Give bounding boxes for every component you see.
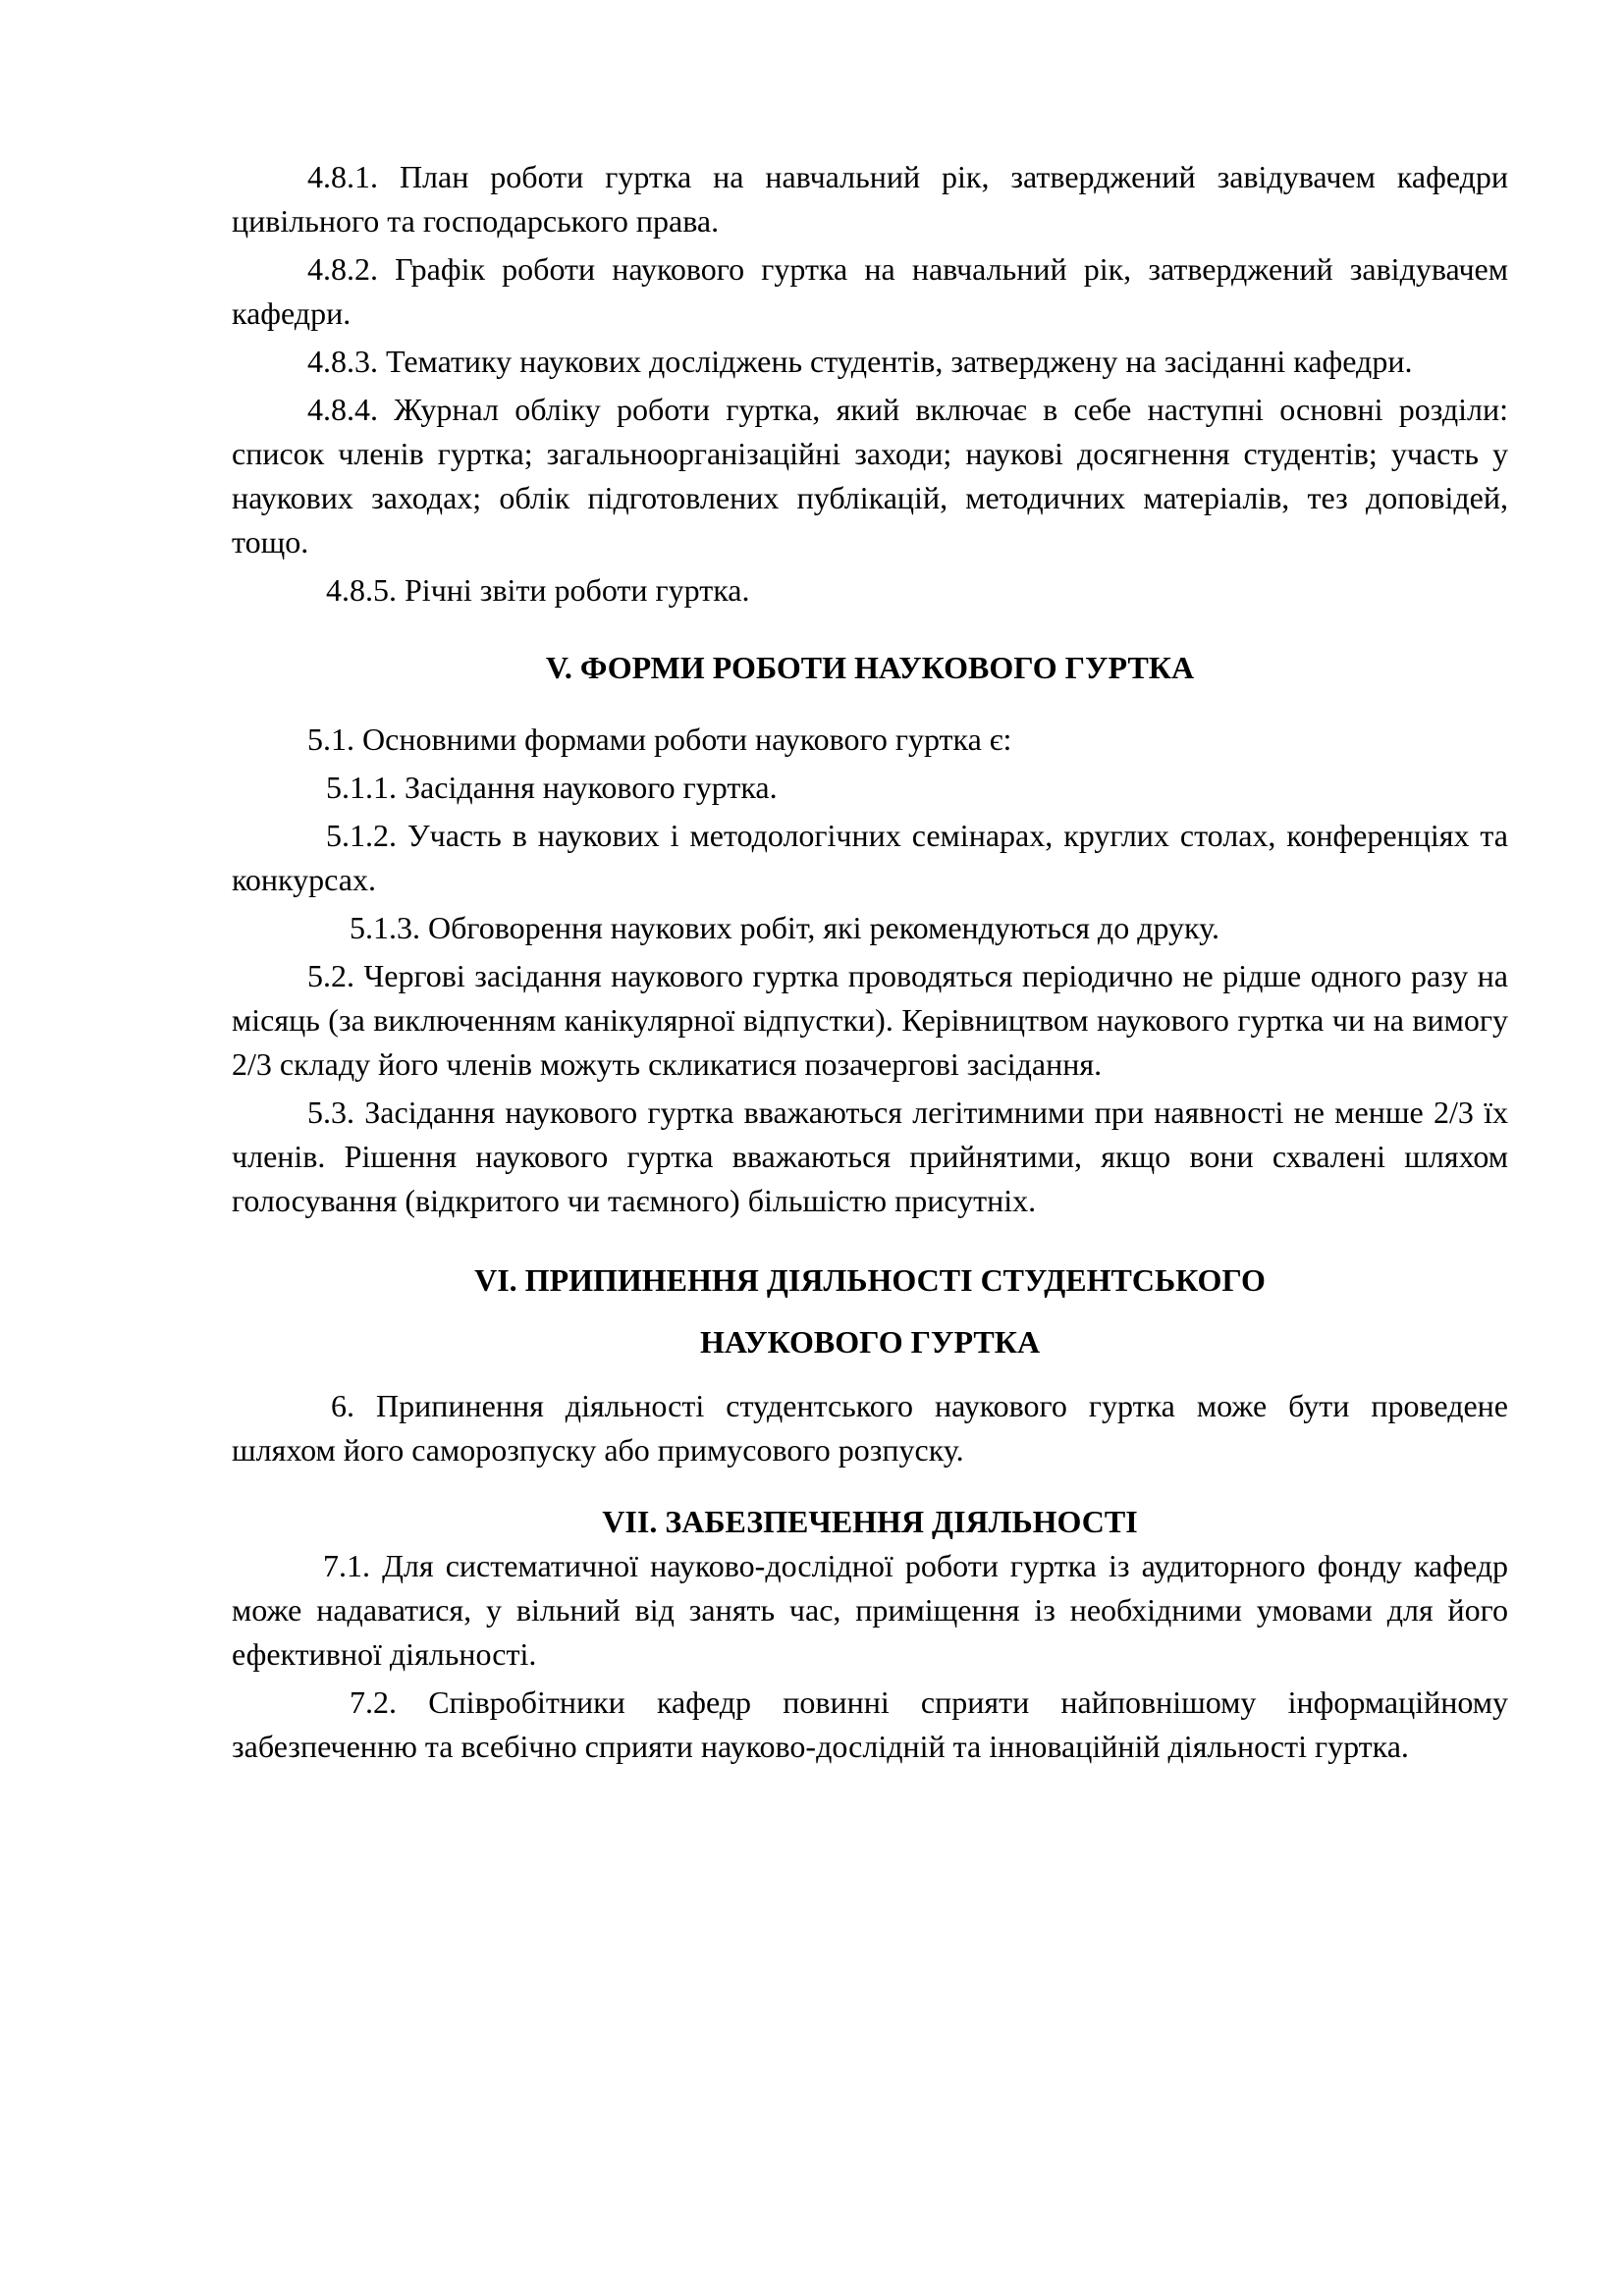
paragraph-4-8-4: 4.8.4. Журнал обліку роботи гуртка, який включає в себе наступні основні розділи: список членів гуртка; загальноорганізаційні заходи; наукові досягнення студентів; участь у наукових заходах; облік підготовлених публікацій, методичних матеріалів, тез доповідей, тощо.: [232, 392, 1508, 560]
paragraph-5-1-1: 5.1.1. Засідання наукового гуртка.: [326, 770, 778, 805]
section-6-heading-line2: НАУКОВОГО ГУРТКА: [699, 1324, 1041, 1360]
paragraph-5-2: 5.2. Чергові засідання наукового гуртка проводяться періодично не рідше одного разу на місяць (за виключенням канікулярної відпустки). Керівництвом наукового гуртка чи на вимогу 2/3 складу його членів можуть скликатися позачергові засідання.: [232, 958, 1508, 1082]
paragraph-5-1-2: 5.1.2. Участь в наукових і методологічних семінарах, круглих столах, конференціях та конкурсах.: [232, 818, 1508, 897]
paragraph-4-8-1: 4.8.1. План роботи гуртка на навчальний рік, затверджений завідувачем кафедри цивільного та господарського права.: [232, 159, 1508, 239]
section-7-heading: VII. ЗАБЕЗПЕЧЕННЯ ДІЯЛЬНОСТІ: [602, 1504, 1138, 1539]
paragraph-5-3: 5.3. Засідання наукового гуртка вважаються легітимними при наявності не менше 2/3 їх членів. Рішення наукового гуртка вважаються прийнятими, якщо вони схвалені шляхом голосування (відкритого чи таємного) більшістю присутніх.: [232, 1095, 1508, 1218]
paragraph-6: 6. Припинення діяльності студентського наукового гуртка може бути проведене шляхом його саморозпуску або примусового розпуску.: [232, 1388, 1508, 1468]
section-6-heading-line1: VI. ПРИПИНЕННЯ ДІЯЛЬНОСТІ СТУДЕНТСЬКОГО: [474, 1262, 1266, 1298]
paragraph-4-8-2: 4.8.2. Графік роботи наукового гуртка на навчальний рік, затверджений завідувачем кафедри.: [232, 251, 1508, 331]
document-page: [232, 155, 1508, 1769]
paragraph-5-1-3: 5.1.3. Обговорення наукових робіт, які рекомендуються до друку.: [350, 910, 1219, 945]
section-5-heading: V. ФОРМИ РОБОТИ НАУКОВОГО ГУРТКА: [545, 650, 1195, 685]
paragraph-4-8-5: 4.8.5. Річні звіти роботи гуртка.: [326, 572, 750, 608]
paragraph-5-1: 5.1. Основними формами роботи наукового гуртка є:: [307, 721, 1012, 757]
paragraph-7-2: 7.2. Співробітники кафедр повинні сприяти найповнішому інформаційному забезпеченню та всебічно сприяти науково-дослідній та інноваційній діяльності гуртка.: [232, 1684, 1508, 1764]
paragraph-7-1: 7.1. Для систематичної науково-дослідної роботи гуртка із аудиторного фонду кафедр може надаватися, у вільний від занять час, приміщення із необхідними умовами для його ефективної діяльності.: [232, 1548, 1508, 1672]
paragraph-4-8-3: 4.8.3. Тематику наукових досліджень студентів, затверджену на засіданні кафедри.: [307, 344, 1413, 379]
